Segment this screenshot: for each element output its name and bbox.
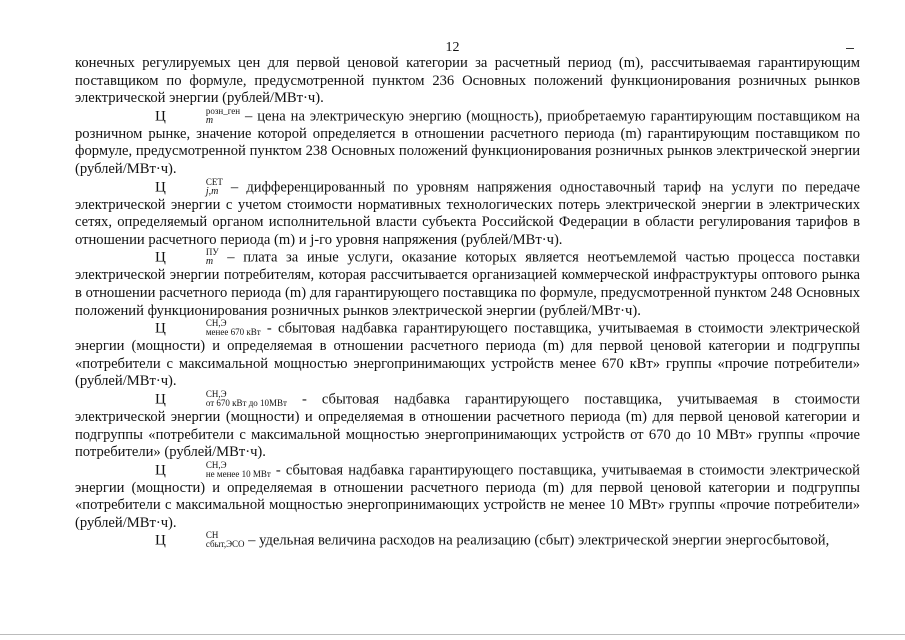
page-number: 12 bbox=[445, 40, 460, 55]
formula-symbol-sn-670-10: Ц СН,Э от 670 кВт до 10МВт bbox=[155, 388, 287, 408]
formula-symbol-sn-670: Ц СН,Э менее 670 кВт bbox=[155, 318, 261, 338]
formula-symbol-set: Ц СЕТ j,m bbox=[155, 176, 223, 197]
scan-edge bbox=[0, 634, 905, 635]
corner-mark bbox=[846, 48, 854, 49]
document-body bbox=[75, 55, 860, 550]
paragraph-3: Ц ПУ m – плата за иные услуги, оказание которых является неотъемлемой частью процесса поставки электрической энергии потребителям, которая рассчитывается организацией коммерческой инфраструктуры оптового рынка в отношении расчетного периода (m) для гарантирующего поставщика по формуле, предусмотренной пунктом 248 Основных положений функционирования розничных рынков электрической энергии (рублей/МВт·ч). bbox=[75, 247, 860, 319]
paragraph-1: Ц розн_ген m – цена на электрическую энергию (мощность), приобретаемую гарантирующим поставщиком на розничном рынке, значение которой определяется в отношении расчетного периода (m) гарантирующим поставщиком по формуле, предусмотренной пунктом 238 Основных положений функционирования розничных рынков электрической энергии (рублей/МВт·ч). bbox=[75, 105, 860, 177]
paragraph-4: Ц СН,Э менее 670 кВт - сбытовая надбавка гарантирующего поставщика, учитываемая в стоимости электрической энергии (мощности) и определяемая в отношении расчетного периода (m) для первой ценовой категории и подгруппы «потребители с максимальной мощностью энергопринимающих устройств менее 670 кВт» группы «прочие потребители» (рублей/МВт·ч). bbox=[75, 318, 860, 390]
paragraph-2: Ц СЕТ j,m – дифференцированный по уровням напряжения одноставочный тариф на услуги по передаче электрической энергии с учетом стоимости нормативных технологических потерь электрической энергии в электрических сетях, определяемый органом исполнительной власти субъекта Российской Федерации в области регулирования тарифов в отношении расчетного периода (m) и j-го уровня напряжения (рублей/МВт·ч). bbox=[75, 176, 860, 248]
paragraph-0: конечных регулируемых цен для первой ценовой категории за расчетный период (m), рассчитываемая гарантирующим поставщиком по формуле, предусмотренной пунктом 236 Основных положений функционирования розничных рынков электрической энергии (рублей/МВт·ч). bbox=[75, 55, 860, 107]
formula-symbol-sbyt-eso: Ц СН сбыт,ЭСО bbox=[155, 530, 245, 550]
formula-symbol-pu: Ц ПУ m bbox=[155, 247, 219, 268]
formula-symbol-rozn-gen: Ц розн_ген m bbox=[155, 105, 241, 126]
paragraph-5: Ц СН,Э от 670 кВт до 10МВт - сбытовая надбавка гарантирующего поставщика, учитываемая в стоимости электрической энергии (мощности) и определяемая в отношении расчетного периода (m) для первой ценовой категории и подгруппы «потребители с максимальной мощностью энергопринимающих устройств от 670 до 10 МВт» группы «прочие потребители» (рублей/МВт·ч). bbox=[75, 388, 860, 461]
paragraph-6: Ц СН,Э не менее 10 МВт - сбытовая надбавка гарантирующего поставщика, учитываемая в стоимости электрической энергии (мощности) и определяемая в отношении расчетного периода (m) для первой ценовой категории и подгруппы «потребители с максимальной мощностью энергопринимающих устройств не менее 10 МВт» группы «прочие потребители» (рублей/МВт·ч). bbox=[75, 459, 860, 531]
paragraph-7: Ц СН сбыт,ЭСО – удельная величина расходов на реализацию (сбыт) электрической энергии энергосбытовой, bbox=[75, 532, 860, 550]
formula-symbol-sn-10: Ц СН,Э не менее 10 МВт bbox=[155, 459, 271, 479]
